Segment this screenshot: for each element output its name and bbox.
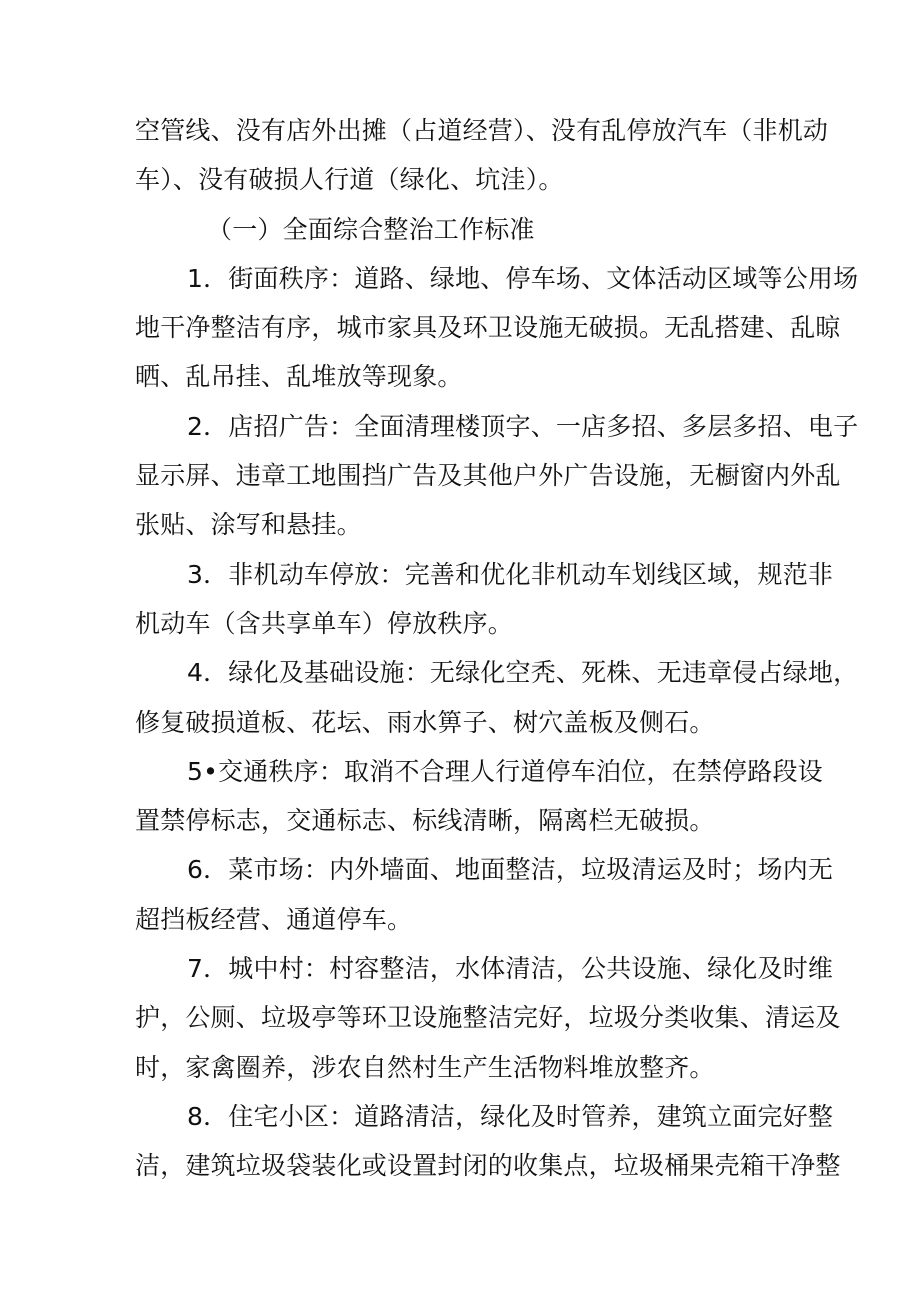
item-7-start: 7．城中村：村容整洁，水体清洁，公共设施、绿化及时维	[187, 954, 834, 984]
body-text	[135, 106, 859, 1191]
text-line: 机动车（含共享单车）停放秩序。	[135, 608, 514, 638]
item-1-start: 1．街面秩序：道路、绿地、停车场、文体活动区域等公用场	[187, 263, 859, 293]
text-line: 护，公厕、垃圾亭等环卫设施整洁完好，垃圾分类收集、清运及	[135, 1003, 841, 1033]
text-line: 洁，建筑垃圾袋装化或设置封闭的收集点，垃圾桶果壳箱干净整	[135, 1151, 841, 1181]
text-line: 时，家禽圈养，涉农自然村生产生活物料堆放整齐。	[135, 1052, 715, 1082]
item-5-start: 5•交通秩序：取消不合理人行道停车泊位，在禁停路段设	[187, 756, 823, 786]
text-line: 空管线、没有店外出摊（占道经营）、没有乱停放汽车（非机动	[135, 116, 829, 145]
text-line: 车）、没有破损人行道（绿化、坑洼）。	[135, 165, 564, 195]
text-line: 晒、乱吊挂、乱堆放等现象。	[135, 362, 463, 392]
item-4-start: 4．绿化及基础设施：无绿化空秃、死株、无违章侵占绿地，	[187, 658, 859, 688]
text-line: 修复破损道板、花坛、雨水箅子、树穴盖板及侧石。	[135, 707, 715, 737]
text-line: 地干净整洁有序，城市家具及环卫设施无破损。无乱搭建、乱晾	[135, 313, 841, 343]
item-6-start: 6．菜市场：内外墙面、地面整洁，垃圾清运及时；场内无	[187, 855, 834, 885]
item-2-start: 2．店招广告：全面清理楼顶字、一店多招、多层多招、电子	[187, 411, 859, 441]
item-8-start: 8．住宅小区：道路清洁，绿化及时管养，建筑立面完好整	[187, 1101, 834, 1131]
text-line: 显示屏、违章工地围挡广告及其他户外广告设施，无橱窗内外乱	[135, 461, 841, 491]
text-line: 张贴、涂写和悬挂。	[135, 510, 362, 540]
text-line: 置禁停标志，交通标志、标线清晰，隔离栏无破损。	[135, 806, 715, 836]
section-heading: （一）全面综合整治工作标准	[207, 214, 535, 244]
item-3-start: 3．非机动车停放：完善和优化非机动车划线区域，规范非	[187, 559, 834, 589]
text-line: 超挡板经营、通道停车。	[135, 904, 413, 934]
